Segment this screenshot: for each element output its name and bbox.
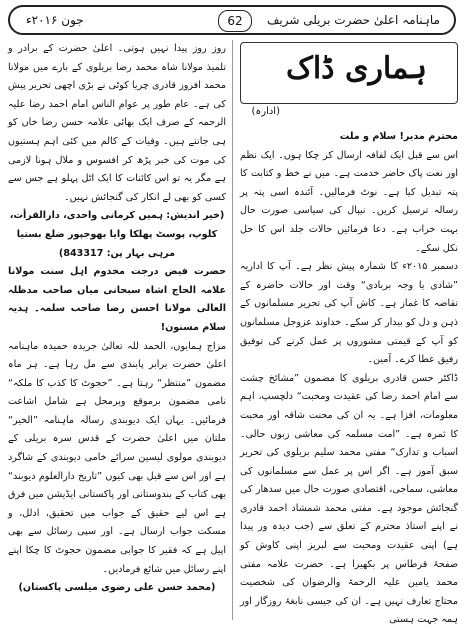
section-title: ہماری ڈاک [285,51,427,86]
page-header [8,5,456,35]
paragraph: مزاج ہمایوں، الحمد للہ تعالیٰ جریدہ حمیدہ ماہنامہ اعلیٰ حضرت برابر پابندی سے مل رہا ہے۔ ہر ماہ مضمون ”منتظر“ رہتا ہے۔ ”حجوٹ کا کذب کا ملکہ“ نامی مضمون برموقع وبرمحل ہے شامل اشاعت فرمائیں۔ یہاں ایک دیوبندی رسالہ ماہنامہ ”الخیر“ ملتان میں اعلیٰ حضرت کے قدس سرہ بریلی کے دیوبندی مولوی لیسین سرائے خامی دیوبندی کے شاگرد ہے اور اس سے قبل بھی کیوں ”تاریخ دارالعلوم دیوبند“ بھی کتاب کے بندوستانی اور پاکستانی ایڈیشن میں فرق ہے اس لیے حقیق کے جواب میں تحقیق، ادلل، و مسکت جواب ارسال ہے۔ اور سپی رسائل سے بھی اپیل ہے کہ فقیر کا جوابی مضمون حجوٹ کا چکا اپنے اپنے رسائل میں شائع فرمادیں۔ [8,340,226,575]
column-divider [232,40,233,620]
right-column [240,128,458,630]
left-column [8,40,226,598]
paragraph: اس سے قبل ایک لفافہ ارسال کر چکا ہوں۔ ایک نظم اور نعت پاک حاضر خدمت ہے۔ میں نے خط و کتابت کا پتہ تبدیل کیا ہے۔ نوٹ فرمالیں۔ آئندہ اسی پتہ پر رسالہ ترسیل کریں۔ نیپال کی سیاسی صورت حال بہت خراب ہے۔ دعا فرمائیں حالات جلد اس کا حل نکل سکے۔ [240,149,458,254]
paragraph: ڈاکٹر حسن قادری بریلوی کا مضمون ”مشائخ چشت سے امام احمد رضا کی عقیدت ومحبت“ دلچسپ، اہم معلومات، افزا ہے۔ یہ ان کی محنت شاقہ اور محبت کا ثمرہ ہے۔ ”امت مسلمہ کی معاشی زبوں حالی۔ اسباب و تدارک“ مفتی محمد سلیم بریلوی کی تحریر سبق آموز ہے۔ اگر اس پر عمل سے مسلمانوں کی معاشی، سماجی، اقتصادی صورت حال میں سدھار کی گنجائش موجود ہے۔ مفتی محمد شمشاد احمد قادری نے اپنے استاذ محترم کے تعلق سے (جب دیدہ ور پیدا ہے) اپنی عقیدت ومحبت سے لبریز اپنی کاوش کو صفحۂ قرطاس پر بکھیرا ہے۔ حضرت علامہ مفتی محمد یامین علیہ الرحمۃ والرضوان کی شخصیت محتاج تعارف نہیں ہے۔ ان کی جیسی نابغۂ روزگار اور ہمہ جہت ہستی [240,372,458,626]
page-number: 62 [218,10,252,32]
magazine-name: ماہنامہ اعلیٰ حضرت بریلی شریف [266,13,440,27]
letter-signature: (خیر اندیش: ہمیں کرمانی واحدی، دارالقرأت، کلوپ، پوسٹ پھلکا وایا بھوجپور ضلع بستیا مرہی بہار پن: 843317) [9,210,225,259]
section-byline: (ادارہ) [251,106,280,117]
letter-salutation: حضرت فیض درجت مخدوم اہل سنت مولانا علامہ الحاج اشاہ سبحانی میاں صاحب مدظلہ العالی مولانا احسن رضا صاحب سلمہ۔ ہدیہ سلام مسنون! [8,266,226,333]
paragraph: دسمبر ۲۰۱۵ء کا شمارہ پیش نظر ہے۔ آپ کا اداریہ ”شادی یا وجہ بربادی“ وقت اور حالات حاضرہ کے تقاضہ کا غماز ہے۔ کاش آپ کی تحریر مسلمانوں کے ذہن و دل کو بیدار کر سکے۔ خداوند عزوجل مسلمانوں کو آپ کے قیمتی مشوروں پر عمل کرنے کی توفیق رفیق عطا کرے۔ آمین۔ [240,261,458,366]
paragraph: روز روز پیدا نہیں ہوتی۔ اعلیٰ حضرت کے برادر و تلمیذ مولانا شاہ محمد رضا بریلوی کے بارے میں مولانا محمد افروز قادری چریا کوٹی نے بڑی اچھی تحریر پیش کی ہے۔ عام طور پر عوام الناس امام احمد رضا علیہ الرحمہ کے صرف ایک بھائی علامہ حسن رضا خاں کو ہی جانتے ہیں۔ وفیات کے کالم میں کئی اہم ہستیوں کی موت کی خبر پڑھ کر افسوس و ملال ہونا لازمی ہے مگر یہ تو اس کائنات کا ایک اٹل پہلو ہے جس سے کسی کو بھی لے انکار کی گنجائش نہیں۔ [8,43,226,203]
letter-salutation: محترم مدیر! سلام و ملت [339,131,458,142]
letter-signature: (محمد حسن علی رضوی میلسی پاکستان) [18,582,216,594]
section-title-box [240,42,458,104]
issue-date: جون ۲۰۱۶ء [26,13,84,27]
